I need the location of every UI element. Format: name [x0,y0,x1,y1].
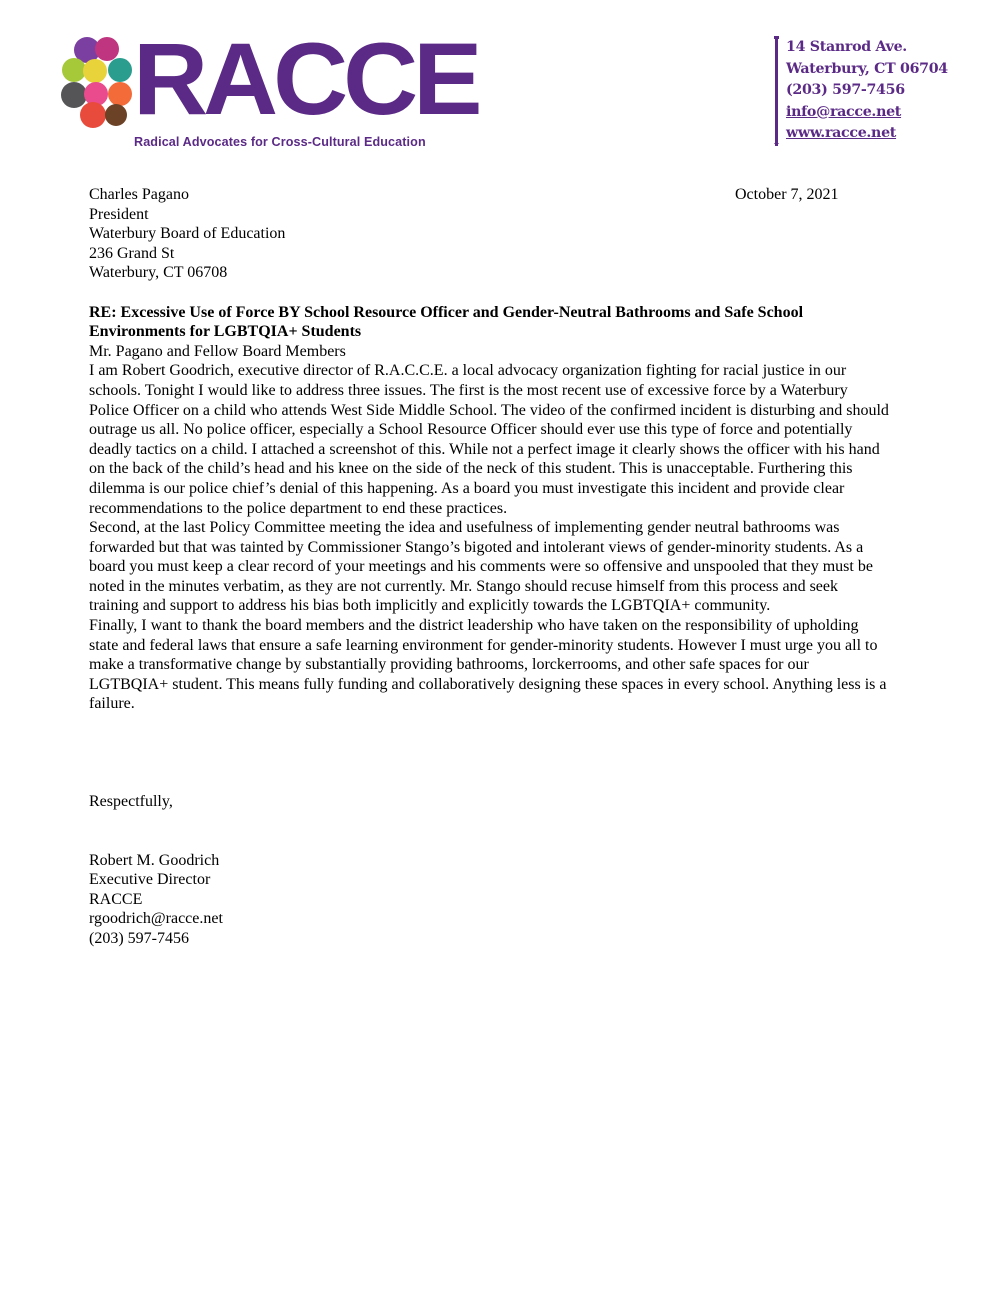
letter-date: October 7, 2021 [735,186,839,203]
body-paragraph-1: I am Robert Goodrich, executive director of R.A.C.C.E. a local advocacy organization fighting for racial justice in our schools. Tonight I would like to address three issues. The first is the most recent use of excessive force by a Waterbury Police Officer on a child who attends West Side Middle School. The video of the confirmed incident is disturbing and should outrage us all. No police officer, especially a School Resource Officer should ever use this type of force and potentially deadly tactics on a child. I attached a screenshot of this. While not a perfect image it clearly shows the officer with his hand on the back of the child’s head and his knee on the side of the neck of this student. This is unacceptable. Furthering this dilemma is our police chief’s denial of this happening. As a board you must investigate this incident and provide clear recommendations to the police department to end these practices. [89,362,889,517]
letter-subject: RE: Excessive Use of Force BY School Resource Officer and Gender-Neutral Bathrooms and Safe School Environments for LGBTQIA+ Students [89,303,804,341]
org-wordmark: RACCE [133,22,478,136]
recipient-name: Charles Pagano [89,186,189,203]
signature-email: rgoodrich@racce.net [89,910,223,928]
address-city: Waterbury, CT 06704 [786,60,948,77]
address-divider [774,36,779,146]
recipient-city: Waterbury, CT 06708 [89,264,228,282]
recipient-organization: Waterbury Board of Education [89,225,286,243]
signature-title: Executive Director [89,871,211,889]
recipient-title: President [89,205,149,223]
recipient-block [89,185,889,283]
org-tagline: Radical Advocates for Cross-Cultural Education [134,135,426,149]
address-phone: (203) 597-7456 [786,82,905,98]
letter-body [89,185,889,949]
signature-phone: (203) 597-7456 [89,930,189,947]
logo-circles-icon [60,34,140,134]
signature-organization: RACCE [89,890,143,908]
signature-name: Robert M. Goodrich [89,851,220,869]
address-website-link[interactable]: www.racce.net [786,125,897,141]
address-block [786,37,948,145]
signature-block [89,851,889,949]
address-email-link[interactable]: info@racce.net [786,103,902,120]
letter-closing: Respectfully, [89,793,173,811]
recipient-street: 236 Grand St [89,244,175,262]
letter-salutation: Mr. Pagano and Fellow Board Members [89,342,346,360]
body-paragraph-2: Second, at the last Policy Committee meeting the idea and usefulness of implementing gender neutral bathrooms was forwarded but that was tainted by Commissioner Stango’s bigoted and intolerant views of gender-minority students. As a board you must keep a clear record of your meetings and his comments were so offensive and unspooled that they must be noted in the minutes verbatim, as they are not currently. Mr. Stango should recuse himself from this process and seek training and support to address his bias both implicitly and explicitly towards the LGBTQIA+ community. [89,519,873,615]
address-street: 14 Stanrod Ave. [786,39,907,55]
body-paragraph-3: Finally, I want to thank the board members and the district leadership who have taken on the responsibility of upholding state and federal laws that ensure a safe learning environment for gender-minority students. However I must urge you all to make a transformative change by substantially providing bathrooms, lorckerrooms, and other safe spaces for our LGTBQIA+ student. This means fully funding and collaboratively designing these spaces in every school. Anything less is a failure. [89,617,887,713]
